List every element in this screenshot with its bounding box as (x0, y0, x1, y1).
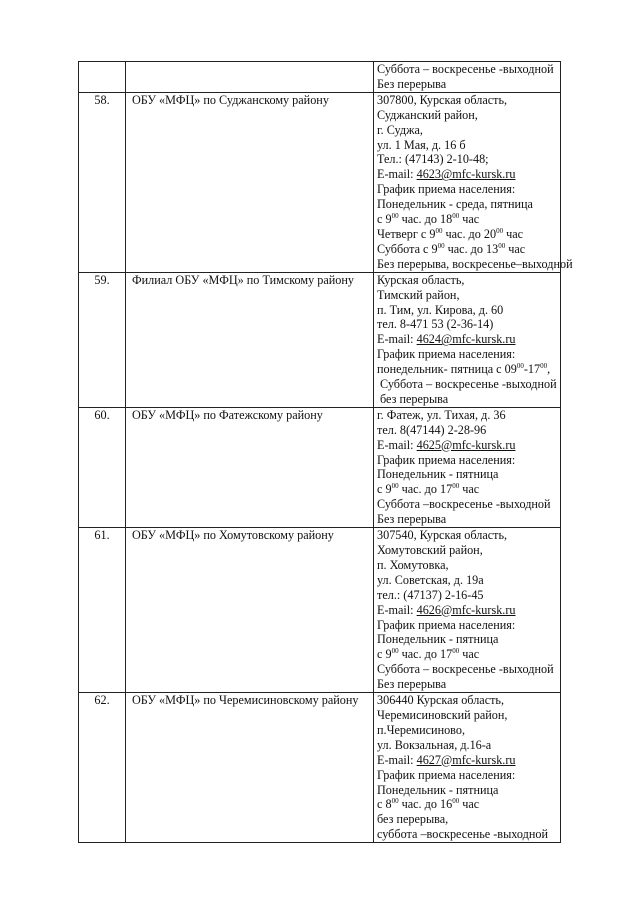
email-label: E-mail: (377, 167, 417, 182)
schedule-text: час. до 17 (398, 647, 453, 662)
row-number: 60. (79, 407, 126, 527)
time-minutes: 00 (452, 797, 460, 806)
schedule-line (377, 227, 560, 242)
address-line: г. Суджа, (377, 122, 423, 137)
schedule-line: Без перерыва (377, 512, 447, 527)
office-name: ОБУ «МФЦ» по Хомутовскому району (126, 528, 374, 693)
schedule-line (377, 797, 560, 812)
row-number: 59. (79, 272, 126, 407)
time-minutes: 00 (391, 212, 399, 221)
schedule-line: Понедельник - пятница (377, 632, 499, 647)
email-label: E-mail: (377, 602, 417, 617)
address-line: ул. Советская, д. 19а (377, 572, 484, 587)
address-line: Тел.: (47143) 2-10-48; (377, 152, 489, 167)
schedule-text: с 9 (377, 647, 392, 662)
address-line: Суббота – воскресенье -выходной (377, 62, 554, 76)
schedule-text: час (459, 482, 480, 497)
schedule-line: суббота –воскресенье -выходной (377, 827, 548, 842)
address-line: ул. 1 Мая, д. 16 б (377, 137, 466, 152)
email-line (377, 603, 560, 618)
office-contacts (374, 528, 561, 693)
office-name: ОБУ «МФЦ» по Суджанскому району (126, 92, 374, 272)
time-minutes: 00 (496, 226, 504, 235)
schedule-text: -17 (523, 362, 541, 377)
email-label: E-mail: (377, 437, 417, 452)
email-link[interactable]: 4625@mfc-kursk.ru (416, 437, 516, 452)
schedule-title: График приема населения: (377, 182, 516, 197)
address-line: Тимский район, (377, 287, 460, 302)
schedule-text: час (459, 212, 480, 227)
schedule-line: без перерыва (380, 391, 449, 406)
office-name: ОБУ «МФЦ» по Фатежскому району (126, 407, 374, 527)
schedule-text: час (459, 797, 480, 812)
schedule-line (377, 482, 560, 497)
address-line: 306440 Курская область, (377, 693, 505, 708)
schedule-line: Без перерыва, воскресенье–выходной (377, 256, 573, 271)
email-link[interactable]: 4624@mfc-kursk.ru (416, 332, 516, 347)
office-name: Филиал ОБУ «МФЦ» по Тимскому району (126, 272, 374, 407)
address-line: Черемисиновский район, (377, 707, 508, 722)
time-minutes: 00 (435, 226, 443, 235)
schedule-line: Суббота – воскресенье -выходной (380, 377, 557, 392)
email-line (377, 332, 560, 347)
mfc-offices-table (78, 61, 573, 843)
schedule-line: Без перерыва (377, 677, 447, 692)
schedule-text: с 9 (377, 482, 392, 497)
email-label: E-mail: (377, 752, 417, 767)
time-minutes: 00 (516, 362, 524, 371)
address-line: п.Черемисиново, (377, 722, 465, 737)
schedule-line: Суббота – воскресенье -выходной (377, 662, 554, 677)
office-contacts (374, 62, 561, 93)
schedule-text: час (503, 226, 524, 241)
email-link[interactable]: 4626@mfc-kursk.ru (416, 602, 516, 617)
office-name: ОБУ «МФЦ» по Черемисиновскому району (126, 693, 374, 843)
office-contacts (374, 693, 561, 843)
address-line: тел. 8(47144) 2-28-96 (377, 422, 487, 437)
address-line: 307800, Курская область, (377, 92, 508, 107)
time-minutes: 00 (391, 647, 399, 656)
address-line: п. Хомутовка, (377, 557, 449, 572)
address-line: тел.: (47137) 2-16-45 (377, 587, 484, 602)
table-body (79, 62, 573, 843)
schedule-text: с 9 (377, 212, 392, 227)
address-line: Без перерыва (377, 76, 447, 91)
schedule-text: час. до 17 (398, 482, 453, 497)
schedule-text: час. до 20 (442, 226, 497, 241)
row-number: 61. (79, 528, 126, 693)
time-minutes: 00 (452, 482, 460, 491)
schedule-text: час. до 13 (444, 241, 499, 256)
time-minutes: 00 (452, 647, 460, 656)
schedule-line (377, 212, 560, 227)
email-line (377, 167, 560, 182)
schedule-line (377, 362, 560, 377)
office-contacts (374, 272, 561, 407)
time-minutes: 00 (437, 241, 445, 250)
schedule-text: Суббота с 9 (377, 241, 438, 256)
schedule-text: с 8 (377, 797, 392, 812)
schedule-line: Понедельник - пятница (377, 467, 499, 482)
time-minutes: 00 (391, 482, 399, 491)
schedule-title: График приема населения: (377, 452, 516, 467)
table-row (79, 693, 561, 843)
schedule-line: Понедельник - пятница (377, 782, 499, 797)
email-link[interactable]: 4623@mfc-kursk.ru (416, 167, 516, 182)
schedule-line (377, 647, 560, 662)
email-line (377, 438, 560, 453)
address-line: тел. 8-471 53 (2-36-14) (377, 317, 494, 332)
schedule-line (377, 242, 560, 257)
email-label: E-mail: (377, 332, 417, 347)
email-line (377, 753, 560, 768)
email-link[interactable]: 4627@mfc-kursk.ru (416, 752, 516, 767)
schedule-text: понедельник- пятница с 09 (377, 362, 517, 377)
time-minutes: 00 (452, 212, 460, 221)
schedule-title: График приема населения: (377, 617, 516, 632)
table-row (79, 92, 561, 272)
table-row (79, 407, 561, 527)
row-number (79, 62, 126, 93)
time-minutes: 00 (391, 797, 399, 806)
address-line: Курская область, (377, 272, 465, 287)
office-name (126, 62, 374, 93)
schedule-text: час. до 18 (398, 212, 453, 227)
table-row (79, 272, 561, 407)
row-number: 62. (79, 693, 126, 843)
schedule-text: , (547, 362, 551, 377)
time-minutes: 00 (540, 362, 548, 371)
address-line: п. Тим, ул. Кирова, д. 60 (377, 302, 504, 317)
address-line: 307540, Курская область, (377, 528, 508, 543)
address-line: Хомутовский район, (377, 543, 483, 557)
schedule-title: График приема населения: (377, 767, 516, 782)
address-line: Суджанский район, (377, 107, 478, 122)
schedule-text: Четверг с 9 (377, 226, 436, 241)
row-number: 58. (79, 92, 126, 272)
address-line: г. Фатеж, ул. Тихая, д. 36 (377, 407, 506, 422)
table-row (79, 528, 561, 693)
table-row (79, 62, 561, 93)
schedule-line: Суббота –воскресенье -выходной (377, 497, 551, 512)
address-line: ул. Вокзальная, д.16-а (377, 737, 492, 752)
schedule-line: без перерыва, (377, 812, 449, 827)
time-minutes: 00 (498, 241, 506, 250)
schedule-text: час. до 16 (398, 797, 453, 812)
schedule-text: час (459, 647, 480, 662)
office-contacts (374, 92, 573, 272)
schedule-title: График приема населения: (377, 347, 516, 362)
office-contacts (374, 407, 561, 527)
schedule-line: Понедельник - среда, пятница (377, 197, 533, 212)
schedule-text: час (505, 241, 526, 256)
